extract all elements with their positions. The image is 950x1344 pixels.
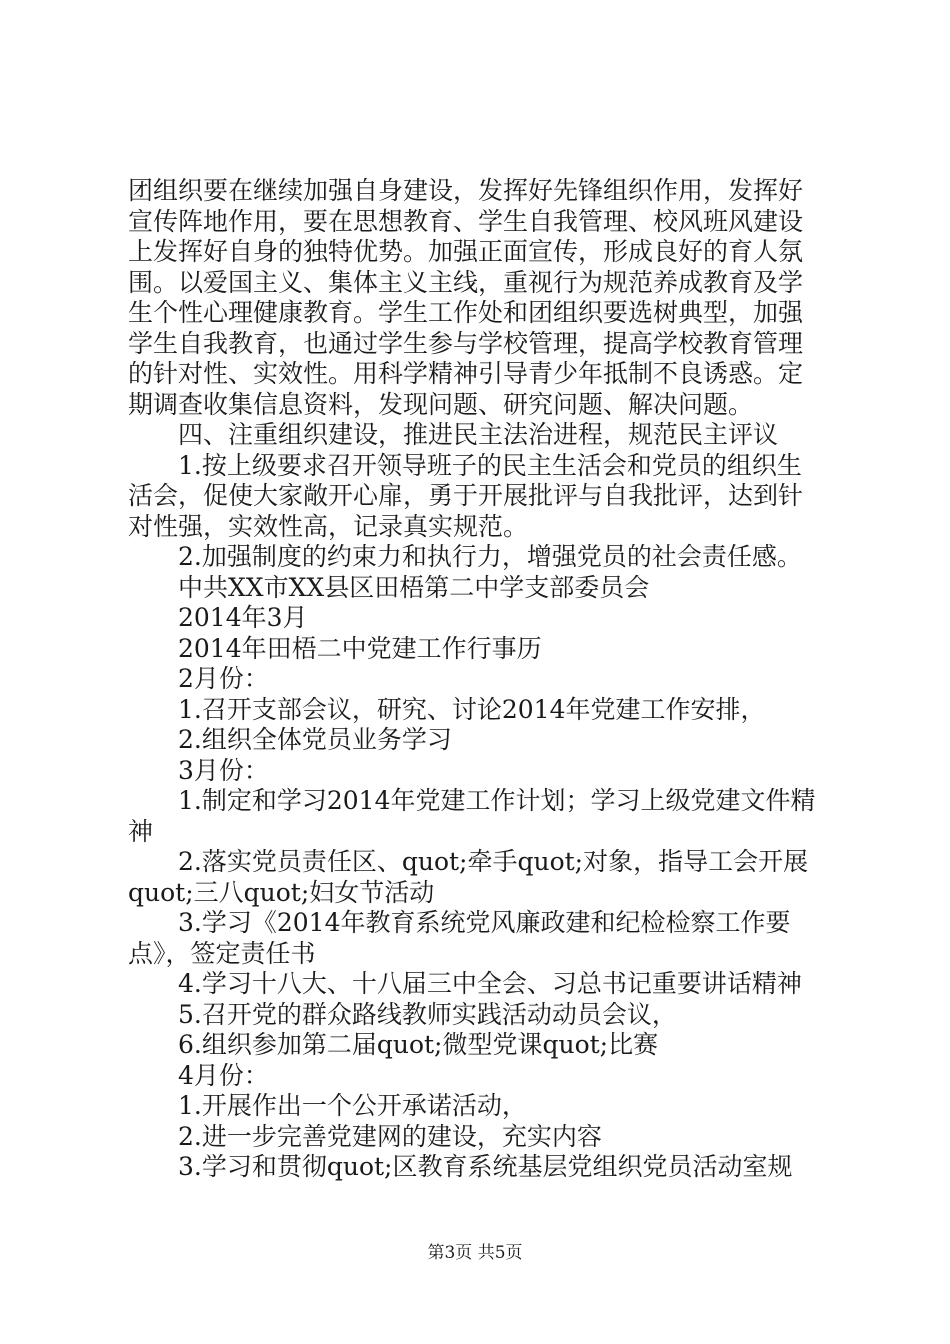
body-line: 期调查收集信息资料，发现问题、研究问题、解决问题。 bbox=[128, 390, 754, 419]
list-item: 3.学习《2014年教育系统党风廉政建和纪检检察工作要 bbox=[178, 908, 791, 937]
list-item: 2.组织全体党员业务学习 bbox=[178, 725, 452, 754]
body-line: 围。以爱国主义、集体主义主线，重视行为规范养成教育及学 bbox=[128, 268, 804, 297]
list-item: 1.召开支部会议，研究、讨论2014年党建工作安排， bbox=[178, 695, 766, 724]
body-line: 对性强，实效性高，记录真实规范。 bbox=[128, 512, 529, 541]
list-item: 4.学习十八大、十八届三中全会、习总书记重要讲话精神 bbox=[178, 969, 802, 998]
list-item: 3.学习和贯彻quot;区教育系统基层党组织党员活动室规 bbox=[178, 1152, 793, 1181]
month-heading: 3月份： bbox=[178, 756, 269, 785]
body-line: 生个性心理健康教育。学生工作处和团组织要选树典型，加强 bbox=[128, 298, 804, 327]
body-line: 活会，促使大家敞开心扉，勇于开展批评与自我批评，达到针 bbox=[128, 481, 804, 510]
section-heading: 四、注重组织建设，推进民主法治进程，规范民主评议 bbox=[178, 420, 779, 449]
body-line: 上发挥好自身的独特优势。加强正面宣传，形成良好的育人氛 bbox=[128, 237, 804, 266]
list-item-continuation: quot;三八quot;妇女节活动 bbox=[128, 878, 435, 907]
list-item: 6.组织参加第二届quot;微型党课quot;比赛 bbox=[178, 1030, 659, 1059]
list-item: 1.制定和学习2014年党建工作计划；学习上级党建文件精 bbox=[178, 786, 816, 815]
signature-org: 中共XX市XX县区田梧第二中学支部委员会 bbox=[178, 573, 650, 602]
list-item-continuation: 神 bbox=[128, 817, 154, 846]
body-line: 1.按上级要求召开领导班子的民主生活会和党员的组织生 bbox=[178, 451, 802, 480]
month-heading: 2月份： bbox=[178, 664, 269, 693]
body-line: 团组织要在继续加强自身建设，发挥好先锋组织作用，发挥好 bbox=[128, 176, 804, 205]
body-line: 的针对性、实效性。用科学精神引导青少年抵制不良诱惑。定 bbox=[128, 359, 804, 388]
body-line: 宣传阵地作用，要在思想教育、学生自我管理、校风班风建设 bbox=[128, 207, 804, 236]
page-number-footer: 第3页 共5页 bbox=[427, 1243, 523, 1263]
body-line: 学生自我教育，也通过学生参与学校管理，提高学校教育管理 bbox=[128, 329, 804, 358]
month-heading: 4月份： bbox=[178, 1061, 269, 1090]
calendar-title: 2014年田梧二中党建工作行事历 bbox=[178, 634, 542, 663]
list-item: 2.进一步完善党建网的建设，充实内容 bbox=[178, 1122, 602, 1151]
list-item: 5.召开党的群众路线教师实践活动动员会议， bbox=[178, 1000, 677, 1029]
body-line: 2.加强制度的约束力和执行力，增强党员的社会责任感。 bbox=[178, 542, 802, 571]
list-item: 1.开展作出一个公开承诺活动， bbox=[178, 1091, 527, 1120]
list-item: 2.落实党员责任区、quot;牵手quot;对象，指导工会开展 bbox=[178, 847, 809, 876]
signature-date: 2014年3月 bbox=[178, 603, 308, 632]
list-item-continuation: 点》，签定责任书 bbox=[128, 939, 316, 968]
